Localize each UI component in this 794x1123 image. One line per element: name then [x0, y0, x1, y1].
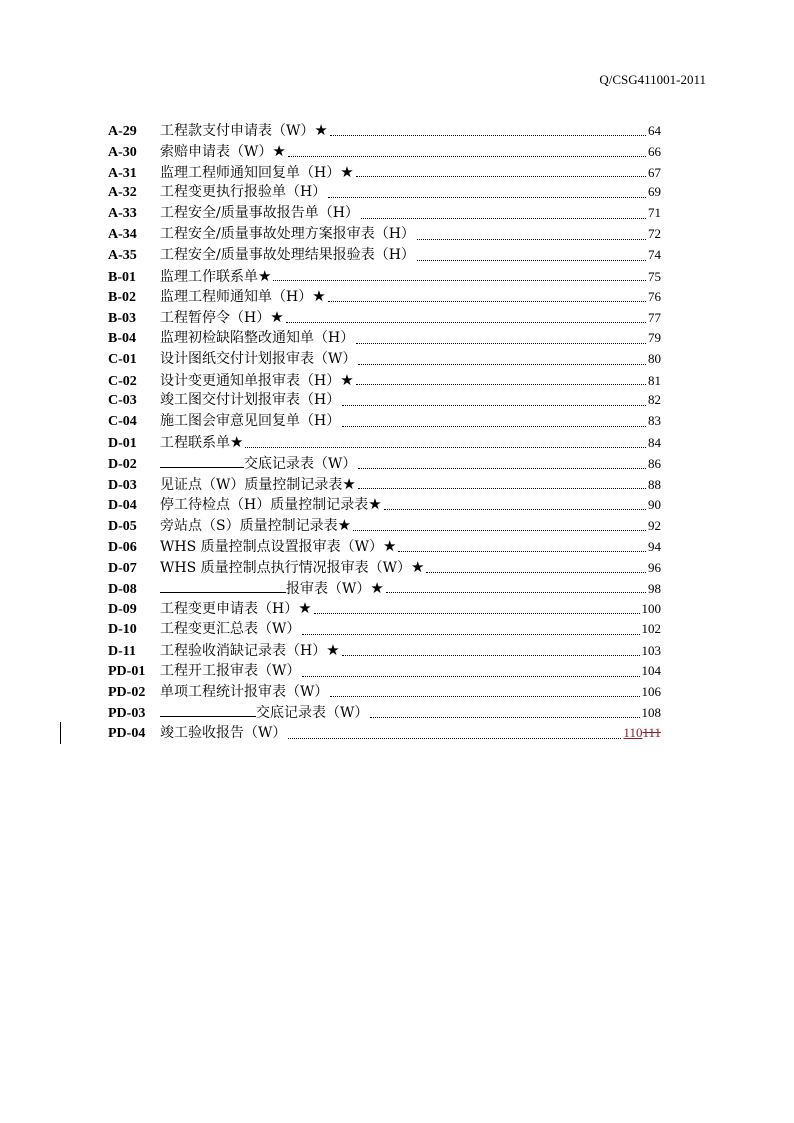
toc-entry-code: D-01 — [108, 435, 137, 451]
toc-entry-title-text: 工程安全/质量事故处理方案报审表（H） — [160, 225, 415, 242]
toc-entry-page — [623, 723, 661, 744]
toc-entry-title — [160, 432, 243, 454]
toc-entry[interactable] — [108, 203, 661, 224]
toc-entry-page: 103 — [641, 642, 661, 658]
dot-leader — [328, 300, 646, 302]
dot-leader — [417, 259, 646, 261]
toc-entry[interactable] — [108, 162, 661, 183]
dot-leader — [398, 550, 646, 552]
toc-entry-code: A-34 — [108, 226, 137, 242]
deleted-page-number: 111 — [642, 725, 661, 741]
toc-entry-title — [160, 286, 326, 308]
toc-entry-title-text: 监理初检缺陷整改通知单（H） — [160, 329, 355, 346]
toc-entry[interactable] — [108, 390, 661, 411]
dot-leader — [384, 508, 646, 510]
toc-entry-title — [160, 266, 271, 288]
star-icon: ★ — [272, 141, 286, 160]
star-icon: ★ — [326, 640, 340, 659]
toc-entry-title — [160, 661, 300, 682]
toc-entry-page: 74 — [648, 246, 661, 262]
toc-entry-title-text: 工程变更汇总表（W） — [160, 621, 301, 638]
toc-entry-page: 77 — [648, 310, 661, 326]
star-icon: ★ — [230, 432, 244, 451]
dot-leader — [330, 134, 646, 136]
star-icon: ★ — [312, 287, 326, 306]
toc-entry-title-text: 工程变更执行报验单（H） — [160, 184, 327, 201]
toc-entry[interactable] — [108, 286, 661, 307]
toc-entry-title-text: 工程开工报审表（W） — [160, 662, 301, 679]
toc-entry-title-text: 单项工程统计报审表（W） — [160, 683, 329, 700]
toc-entry-page: 80 — [648, 350, 661, 366]
toc-entry-title — [160, 224, 415, 245]
toc-entry[interactable] — [108, 474, 661, 495]
toc-entry-code: B-01 — [108, 269, 136, 285]
toc-entry-title-text: 工程暂停令（H） — [160, 310, 271, 327]
toc-entry-page: 108 — [641, 705, 661, 721]
fill-in-blank — [160, 578, 286, 593]
toc-entry-page: 100 — [641, 601, 661, 617]
toc-entry[interactable] — [108, 598, 661, 619]
dot-leader — [356, 175, 646, 177]
toc-entry[interactable] — [108, 370, 661, 391]
toc-entry[interactable] — [108, 182, 661, 203]
toc-entry-title — [160, 474, 356, 496]
dot-leader — [342, 425, 646, 427]
toc-entry-code: D-05 — [108, 519, 137, 535]
toc-entry-title — [160, 349, 356, 370]
dot-leader — [358, 363, 646, 365]
toc-entry-title — [160, 370, 354, 392]
toc-entry-code: D-07 — [108, 560, 137, 576]
toc-entry-code: D-09 — [108, 602, 137, 618]
toc-entry[interactable] — [108, 307, 661, 328]
toc-entry-page: 69 — [648, 184, 661, 200]
toc-entry-title — [160, 702, 368, 724]
toc-entry-code: C-03 — [108, 393, 137, 409]
toc-entry-code: PD-01 — [108, 663, 146, 679]
toc-entry-title — [160, 453, 356, 475]
dot-leader — [273, 279, 646, 281]
toc-entry-page: 96 — [648, 559, 661, 575]
dot-leader — [245, 446, 646, 448]
toc-entry-title-text: 索赔申请表（W） — [160, 143, 273, 160]
toc-entry[interactable] — [108, 702, 661, 723]
toc-entry-code: C-02 — [108, 373, 137, 389]
toc-entry-code: B-02 — [108, 290, 136, 306]
toc-entry-title — [160, 307, 284, 329]
toc-entry-code: C-04 — [108, 414, 137, 430]
toc-entry-page: 82 — [648, 392, 661, 408]
toc-entry-page: 86 — [648, 455, 661, 471]
dot-leader — [356, 342, 646, 344]
dot-leader — [361, 217, 646, 219]
toc-entry-page: 75 — [648, 268, 661, 284]
toc-entry[interactable] — [108, 494, 661, 515]
star-icon: ★ — [411, 557, 425, 576]
toc-entry-page: 88 — [648, 476, 661, 492]
toc-entry-title-text: 工程安全/质量事故处理结果报验表（H） — [160, 246, 415, 263]
toc-entry-page: 66 — [648, 143, 661, 159]
toc-entry-page: 90 — [648, 497, 661, 513]
fill-in-blank — [160, 702, 256, 717]
toc-entry-page: 79 — [648, 329, 661, 345]
dot-leader — [358, 487, 646, 489]
toc-entry-code: A-32 — [108, 185, 137, 201]
toc-entry[interactable] — [108, 723, 661, 744]
toc-entry-code: A-30 — [108, 144, 137, 160]
toc-entry[interactable] — [108, 557, 661, 578]
toc-entry-title-text: 工程联系单 — [160, 434, 230, 451]
fill-in-blank — [160, 453, 244, 468]
toc-entry[interactable] — [108, 536, 661, 557]
toc-entry-title — [160, 203, 359, 224]
toc-entry-title — [160, 162, 354, 184]
toc-entry[interactable] — [108, 453, 661, 474]
toc-entry-code: D-11 — [108, 643, 136, 659]
toc-entry[interactable] — [108, 349, 661, 370]
toc-entry-code: PD-03 — [108, 706, 146, 722]
dot-leader — [342, 404, 646, 406]
dot-leader — [302, 633, 639, 635]
dot-leader — [370, 716, 639, 718]
toc-entry-code: A-35 — [108, 247, 137, 263]
toc-entry-code: A-33 — [108, 206, 137, 222]
toc-entry[interactable] — [108, 619, 661, 640]
dot-leader — [386, 591, 646, 593]
toc-entry-title — [160, 120, 328, 142]
toc-entry-title-text: 设计变更通知单报审表（H） — [160, 372, 341, 389]
toc-entry-code: B-03 — [108, 311, 136, 327]
toc-entry-code: D-06 — [108, 539, 137, 555]
toc-entry-page: 64 — [648, 123, 661, 138]
toc-entry[interactable] — [108, 432, 661, 453]
toc-entry-title — [160, 328, 354, 349]
toc-entry-title-text: 工程变更申请表（H） — [160, 601, 299, 618]
toc-entry[interactable] — [108, 411, 661, 432]
toc-entry-title — [160, 182, 326, 203]
toc-entry-code: C-01 — [108, 351, 137, 367]
toc-entry-title-text: 监理工程师通知单（H） — [160, 289, 313, 306]
document-code: Q/CSG411001-2011 — [599, 72, 706, 87]
toc-entry-page: 67 — [648, 164, 661, 180]
toc-entry-code: PD-04 — [108, 726, 146, 742]
toc-entry-title-text: WHS 质量控制点设置报审表（W） — [160, 538, 384, 555]
dot-leader — [417, 238, 646, 240]
dot-leader — [328, 196, 646, 198]
toc-entry-title — [160, 390, 340, 411]
toc-entry-code: D-10 — [108, 622, 137, 638]
toc-entry-title — [160, 141, 286, 163]
star-icon: ★ — [340, 162, 354, 181]
star-icon: ★ — [340, 370, 354, 389]
toc-entry-page: 106 — [641, 683, 661, 699]
toc-entry-page: 83 — [648, 413, 661, 429]
toc-entry[interactable] — [108, 120, 661, 141]
toc-entry-page: 98 — [648, 580, 661, 596]
toc-entry[interactable] — [108, 266, 661, 287]
dot-leader — [356, 383, 646, 385]
toc-entry-code: B-04 — [108, 330, 136, 346]
dot-leader — [314, 612, 640, 614]
toc-entry-title-text: 设计图纸交付计划报审表（W） — [160, 350, 357, 367]
star-icon: ★ — [368, 495, 382, 514]
toc-entry-page: 104 — [641, 662, 661, 678]
toc-entry-code: D-02 — [108, 456, 137, 472]
toc-entry-title-text: 报审表（W） — [286, 580, 371, 597]
revision-change-bar — [60, 722, 61, 744]
toc-entry-page: 102 — [641, 621, 661, 637]
toc-entry[interactable] — [108, 328, 661, 349]
toc-entry-title — [160, 640, 340, 662]
toc-entry-code: D-03 — [108, 477, 137, 493]
toc-entry[interactable] — [108, 245, 661, 266]
toc-entry-title — [160, 723, 286, 744]
star-icon: ★ — [270, 308, 284, 327]
toc-entry-title-text: 交底记录表（W） — [244, 455, 357, 472]
dot-leader — [358, 467, 646, 469]
toc-entry[interactable] — [108, 578, 661, 599]
dot-leader — [288, 155, 646, 157]
toc-entry-title — [160, 515, 351, 537]
toc-entry-page: 76 — [648, 289, 661, 305]
toc-entry-page: 72 — [648, 225, 661, 241]
star-icon: ★ — [342, 474, 356, 493]
toc-entry-title-text: 施工图会审意见回复单（H） — [160, 413, 341, 430]
toc-entry-page: 84 — [648, 434, 661, 450]
toc-entry-title — [160, 245, 415, 266]
toc-entry[interactable] — [108, 682, 661, 703]
toc-entry-title-text: 竣工图交付计划报审表（H） — [160, 392, 341, 409]
dot-leader — [286, 321, 646, 323]
toc-entry-page: 92 — [648, 518, 661, 534]
toc-entry-code: D-04 — [108, 498, 137, 514]
revised-page-number: 110 — [623, 725, 643, 741]
toc-entry-page: 94 — [648, 538, 661, 554]
toc-entry[interactable] — [108, 141, 661, 162]
toc-entry-title-text: 旁站点（S）质量控制记录表 — [160, 518, 338, 535]
toc-entry-title — [160, 536, 396, 558]
toc-entry-title-text: 交底记录表（W） — [256, 705, 369, 722]
star-icon: ★ — [298, 599, 312, 618]
toc-entry-page: 71 — [648, 205, 661, 221]
toc-entry-title-text: 见证点（W）质量控制记录表 — [160, 476, 343, 493]
toc-entry-title-text: 工程安全/质量事故报告单（H） — [160, 205, 359, 222]
dot-leader — [353, 529, 646, 531]
toc-entry-page: 81 — [648, 372, 661, 388]
toc-entry-title-text: 竣工验收报告（W） — [160, 725, 287, 742]
toc-entry-title-text: 监理工程师通知回复单（H） — [160, 164, 341, 181]
toc-entry-code: PD-02 — [108, 684, 146, 700]
toc-entry-code: A-29 — [108, 124, 137, 139]
toc-entry-code: A-31 — [108, 165, 137, 181]
toc-entry-title-text: 工程款支付申请表（W） — [160, 123, 315, 139]
toc-entry-title-text: 工程验收消缺记录表（H） — [160, 642, 327, 659]
dot-leader — [342, 654, 640, 656]
toc-entry-title-text: WHS 质量控制点执行情况报审表（W） — [160, 559, 412, 576]
toc-entry-title — [160, 494, 382, 516]
toc-entry-title — [160, 619, 300, 640]
toc-entry-title — [160, 411, 340, 432]
star-icon: ★ — [337, 516, 352, 535]
dot-leader — [288, 737, 621, 739]
toc-entry-title-text: 监理工作联系单 — [160, 268, 258, 285]
toc-entry[interactable] — [108, 515, 661, 536]
toc-entry[interactable] — [108, 661, 661, 682]
star-icon: ★ — [383, 536, 397, 555]
dot-leader — [330, 695, 639, 697]
toc-entry-title — [160, 598, 312, 620]
toc-entry-code: D-08 — [108, 581, 137, 597]
dot-leader — [426, 571, 646, 573]
toc-entry[interactable] — [108, 640, 661, 661]
star-icon: ★ — [314, 121, 328, 139]
toc-entry-title — [160, 557, 424, 579]
toc-entry-title-text: 停工待检点（H）质量控制记录表 — [160, 497, 369, 514]
dot-leader — [302, 675, 639, 677]
table-of-contents — [108, 120, 661, 744]
toc-entry[interactable] — [108, 224, 661, 245]
toc-entry-title — [160, 682, 328, 703]
star-icon: ★ — [370, 578, 384, 597]
toc-entry-title — [160, 578, 384, 600]
star-icon: ★ — [258, 266, 272, 285]
